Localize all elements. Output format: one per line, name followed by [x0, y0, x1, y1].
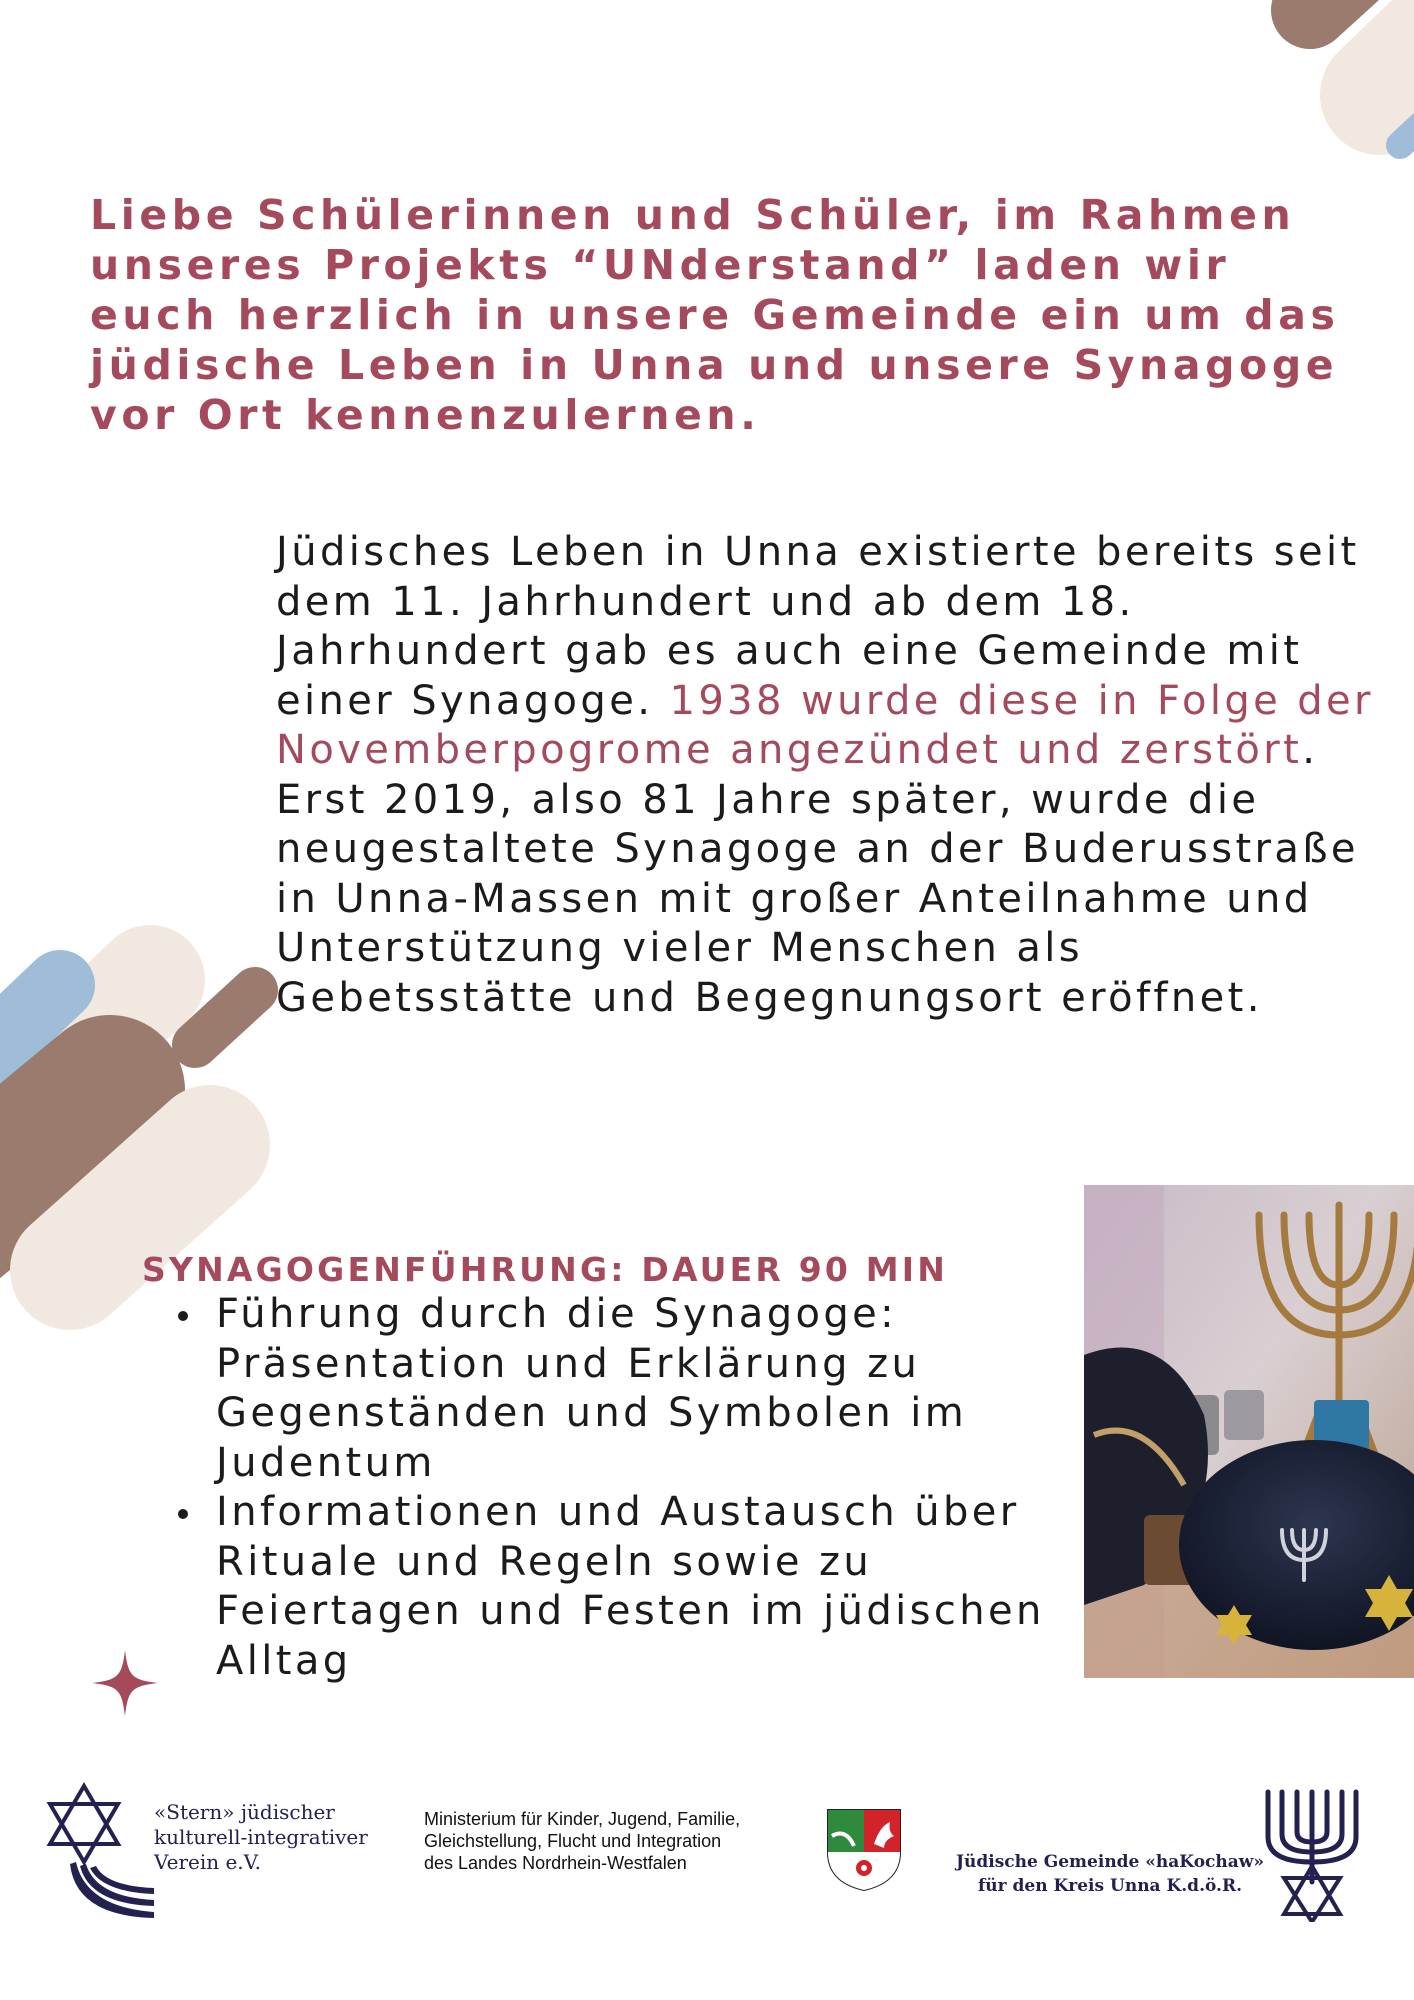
tour-list	[170, 1290, 1070, 1686]
nrw-coat-of-arms-icon	[824, 1806, 904, 1892]
hakochaw-line-1: Jüdische Gemeinde «haKochaw»	[955, 1852, 1265, 1872]
ministry-line-1: Ministerium für Kinder, Jugend, Familie,	[424, 1809, 741, 1829]
bullet-icon	[178, 1311, 188, 1321]
list-item	[170, 1290, 1070, 1488]
hakochaw-community-name	[950, 1850, 1270, 1898]
stern-association-name	[154, 1800, 434, 1875]
history-text-part3: Erst 2019, also 81 Jahre später, wurde die neugestaltete Synagoge an der Buderusstraße in Unna-Massen mit großer Anteilnahme und Unterstützung vieler Menschen als Gebetsstätte und Begegnungsort eröffnet.	[276, 776, 1359, 1021]
menorah-photo	[1084, 1185, 1414, 1678]
tour-title: SYNAGOGENFÜHRUNG: DAUER 90 MIN	[142, 1250, 949, 1289]
list-item	[170, 1488, 1070, 1686]
history-text	[276, 528, 1376, 1023]
hakochaw-line-2: für den Kreis Unna K.d.ö.R.	[977, 1876, 1242, 1896]
menorah-star-logo-icon	[1256, 1782, 1368, 1922]
ministry-line-2: Gleichstellung, Flucht und Integration	[424, 1831, 722, 1851]
history-highlight: 1938 wurde diese in Folge der Novemberpogrome angezündet und zerstört	[276, 677, 1374, 773]
ministry-line-3: des Landes Nordrhein-Westfalen	[424, 1853, 687, 1873]
stern-line-3: Verein e.V.	[154, 1850, 261, 1874]
history-text-part2: .	[1302, 727, 1319, 773]
sparkle-icon	[92, 1650, 158, 1716]
stern-line-2: kulturell-integrativer	[154, 1825, 368, 1849]
ministry-name	[424, 1808, 804, 1874]
list-item-text: Führung durch die Synagoge: Präsentation und Erklärung zu Gegenständen und Symbolen im Judentum	[216, 1291, 968, 1486]
star-of-david-logo-icon	[46, 1782, 158, 1922]
list-item-text: Informationen und Austausch über Rituale und Regeln sowie zu Feiertagen und Festen im jüdischen Alltag	[216, 1489, 1045, 1684]
stern-line-1: «Stern» jüdischer	[154, 1800, 335, 1824]
history-text-part1: Jüdisches Leben in Unna existierte bereits seit dem 11. Jahrhundert und ab dem 18. Jahrhundert gab es auch eine Gemeinde mit einer Synagoge.	[276, 529, 1360, 724]
invitation-headline: Liebe Schülerinnen und Schüler, im Rahmen unseres Projekts “UNderstand” laden wir euch herzlich in unsere Gemeinde ein um das jüdische Leben in Unna und unsere Synagoge vor Ort kennenzulernen.	[90, 191, 1340, 439]
bullet-icon	[178, 1509, 188, 1519]
